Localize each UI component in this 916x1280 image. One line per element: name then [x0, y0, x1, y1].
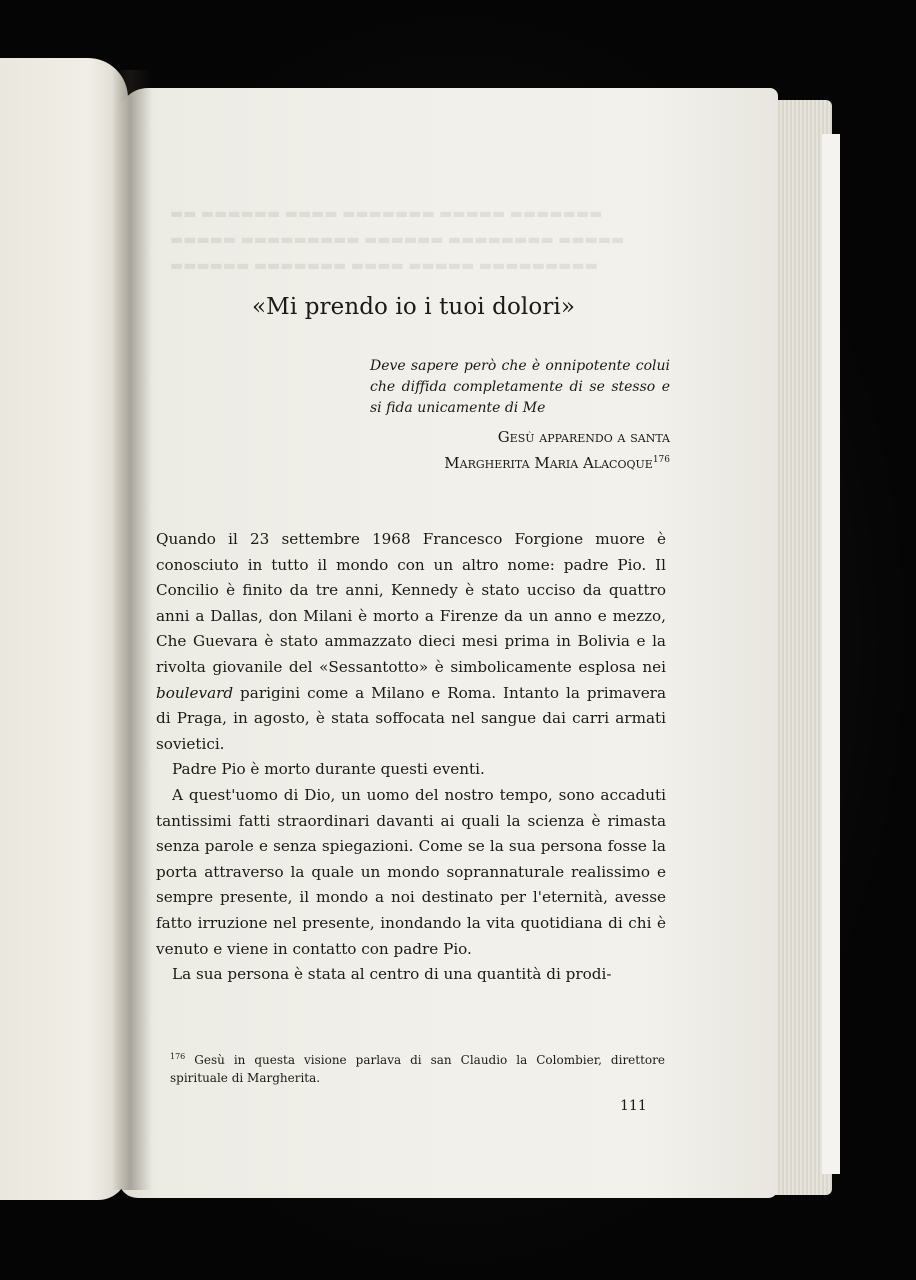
attribution-line	[444, 449, 670, 475]
italic-term: boulevard	[156, 683, 234, 702]
paragraph-text: Quando il 23 settembre 1968 Francesco Forgione muore è conosciuto in tutto il mondo con un altro nome: padre Pio. Il Concilio è finito da tre anni, Kennedy è stato ucciso da quattro anni a Dallas, don Milani è morto a Firenze da un anno e mezzo, Che Guevara è stato ammazzato dieci mesi prima in Bolivia e la rivolta giovanile del «Sessantotto» è simbolicamente esplosa nei	[156, 530, 666, 676]
show-through-text: ▬▬▬▬▬ ▬▬▬▬▬▬▬▬▬ ▬▬▬▬▬▬ ▬▬▬▬▬▬▬▬ ▬▬▬▬▬	[170, 232, 625, 248]
show-through-text: ▬▬ ▬▬▬▬▬▬ ▬▬▬▬ ▬▬▬▬▬▬▬ ▬▬▬▬▬ ▬▬▬▬▬▬▬	[170, 206, 603, 222]
page-number: 111	[620, 1098, 647, 1114]
paragraph	[156, 527, 666, 757]
attribution-line: Gesù apparendo a santa	[497, 428, 670, 446]
right-page	[118, 88, 778, 1198]
body-text	[156, 527, 666, 988]
epigraph-attribution	[444, 426, 670, 475]
chapter-title: «Mi prendo io i tuoi dolori»	[252, 294, 576, 320]
paragraph-text: parigini come a Milano e Roma. Intanto la primavera di Praga, in agosto, è stata soffocata nel sangue dai carri armati sovietici.	[156, 683, 666, 753]
show-through-text: ▬▬▬▬▬▬ ▬▬▬▬▬▬▬ ▬▬▬▬ ▬▬▬▬▬ ▬▬▬▬▬▬▬▬▬	[170, 258, 598, 274]
paragraph: A quest'uomo di Dio, un uomo del nostro tempo, sono accaduti tantissimi fatti straordinari davanti ai quali la scienza è rimasta senza parole e senza spiegazioni. Come se la sua persona fosse la porta attraverso la quale un mondo soprannaturale realissimo e sempre presente, il mondo a noi destinato per l'eternità, avesse fatto irruzione nel presente, inondando la vita quotidiana di chi è venuto e viene in contatto con padre Pio.	[156, 785, 666, 958]
epigraph-quote: Deve sapere però che è onnipotente colui che diffida completamente di se stesso e si fida unicamente di Me	[370, 358, 670, 416]
page-edge-highlight	[822, 134, 840, 1174]
footnote-text: Gesù in questa visione parlava di san Claudio la Colombier, direttore spirituale di Margherita.	[170, 1053, 665, 1085]
left-page	[0, 58, 128, 1200]
paragraph: La sua persona è stata al centro di una quantità di prodi-	[172, 965, 612, 984]
attribution-name: Margherita Maria Alacoque	[444, 454, 653, 472]
footnote-reference: 176	[652, 455, 670, 465]
footnote	[170, 1048, 665, 1087]
gutter-shadow	[112, 70, 152, 1190]
paragraph: Padre Pio è morto durante questi eventi.	[172, 760, 485, 779]
footnote-number: 176	[170, 1052, 186, 1061]
